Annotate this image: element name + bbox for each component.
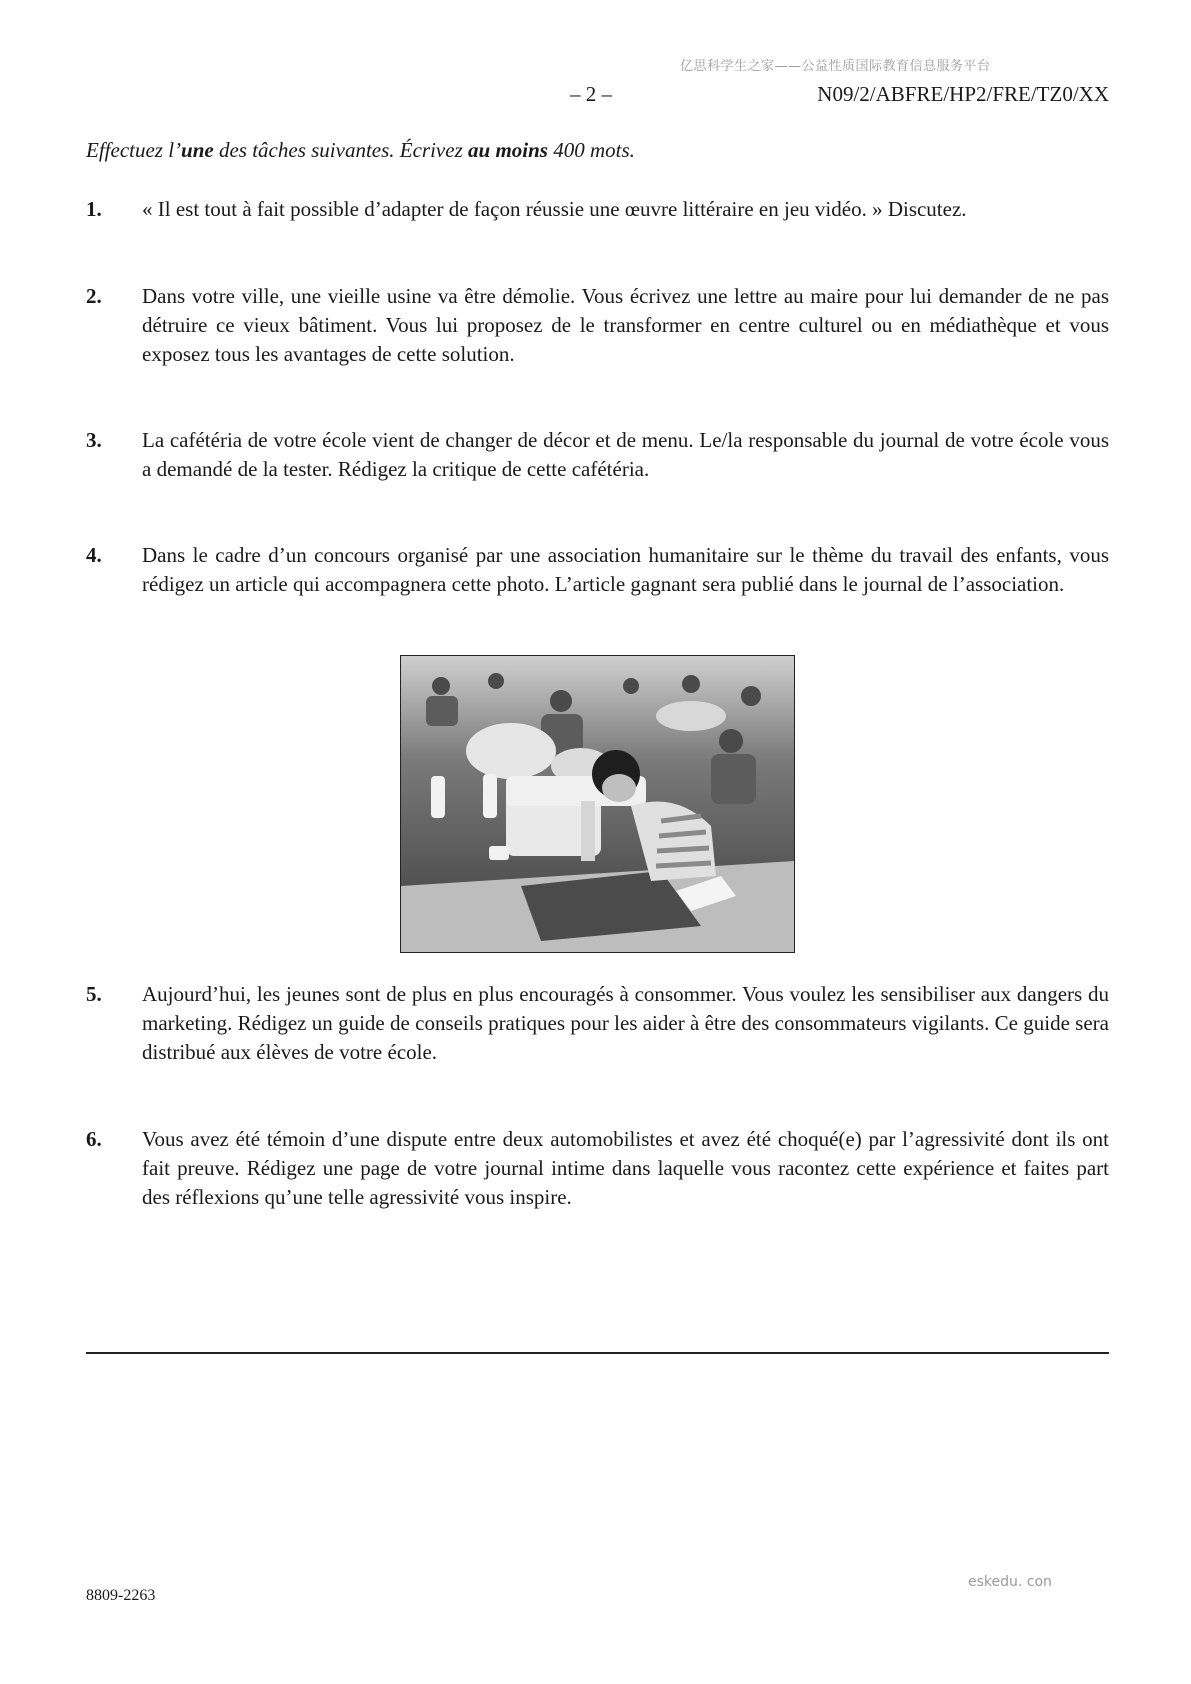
question-number: 1.	[86, 197, 102, 221]
question-2	[86, 282, 1109, 369]
question-text: « Il est tout à fait possible d’adapter de façon réussie une œuvre littéraire en jeu vidéo. » Discutez.	[142, 197, 967, 221]
instructions-part2: des tâches suivantes. Écrivez	[213, 138, 469, 162]
instructions-part1: Effectuez l’	[86, 138, 182, 162]
end-rule	[86, 1352, 1109, 1354]
instructions-part3: 400 mots.	[547, 138, 635, 162]
footer-watermark: eskedu. con	[968, 1574, 1052, 1590]
question-number: 5.	[86, 982, 102, 1006]
question-1	[86, 195, 1109, 224]
question-text: Aujourd’hui, les jeunes sont de plus en plus encouragés à consommer. Vous voulez les sensibiliser aux dangers du marketing. Rédigez un guide de conseils pratiques pour les aider à être des consommateurs vigilants. Ce guide sera distribué aux élèves de votre école.	[142, 982, 1109, 1064]
instructions	[86, 138, 635, 163]
question-text: Dans le cadre d’un concours organisé par une association humanitaire sur le thème du travail des enfants, vous rédigez un article qui accompagnera cette photo. L’article gagnant sera publié dans le journal de l’association.	[142, 543, 1109, 596]
question-5	[86, 980, 1109, 1067]
question-text: Vous avez été témoin d’une dispute entre deux automobilistes et avez été choqué(e) par l’agressivité dont ils ont fait preuve. Rédigez une page de votre journal intime dans laquelle vous racontez cette expérience et faites part des réflexions qu’une telle agressivité vous inspire.	[142, 1127, 1109, 1209]
document-code: 8809-2263	[86, 1587, 156, 1604]
page-number: – 2 –	[570, 82, 612, 106]
question-4	[86, 541, 1109, 599]
header-watermark: 亿思科学生之家——公益性质国际教育信息服务平台	[680, 59, 991, 74]
question-number: 4.	[86, 543, 102, 567]
question-3	[86, 426, 1109, 484]
question-text: La cafétéria de votre école vient de changer de décor et de menu. Le/la responsable du journal de votre école vous a demandé de la tester. Rédigez la critique de cette cafétéria.	[142, 428, 1109, 481]
question-number: 3.	[86, 428, 102, 452]
question-number: 2.	[86, 284, 102, 308]
question-6	[86, 1125, 1109, 1212]
question-text: Dans votre ville, une vieille usine va être démolie. Vous écrivez une lettre au maire pour lui demander de ne pas détruire ce vieux bâtiment. Vous lui proposez de le transformer en centre culturel ou en médiathèque et vous exposez tous les avantages de cette solution.	[142, 284, 1109, 366]
paper-code: N09/2/ABFRE/HP2/FRE/TZ0/XX	[817, 82, 1109, 106]
question-number: 6.	[86, 1127, 102, 1151]
child-labour-photo	[400, 655, 795, 953]
instructions-bold2: au moins	[468, 138, 548, 162]
instructions-bold1: une	[181, 138, 214, 162]
photo-illustration	[401, 656, 794, 952]
